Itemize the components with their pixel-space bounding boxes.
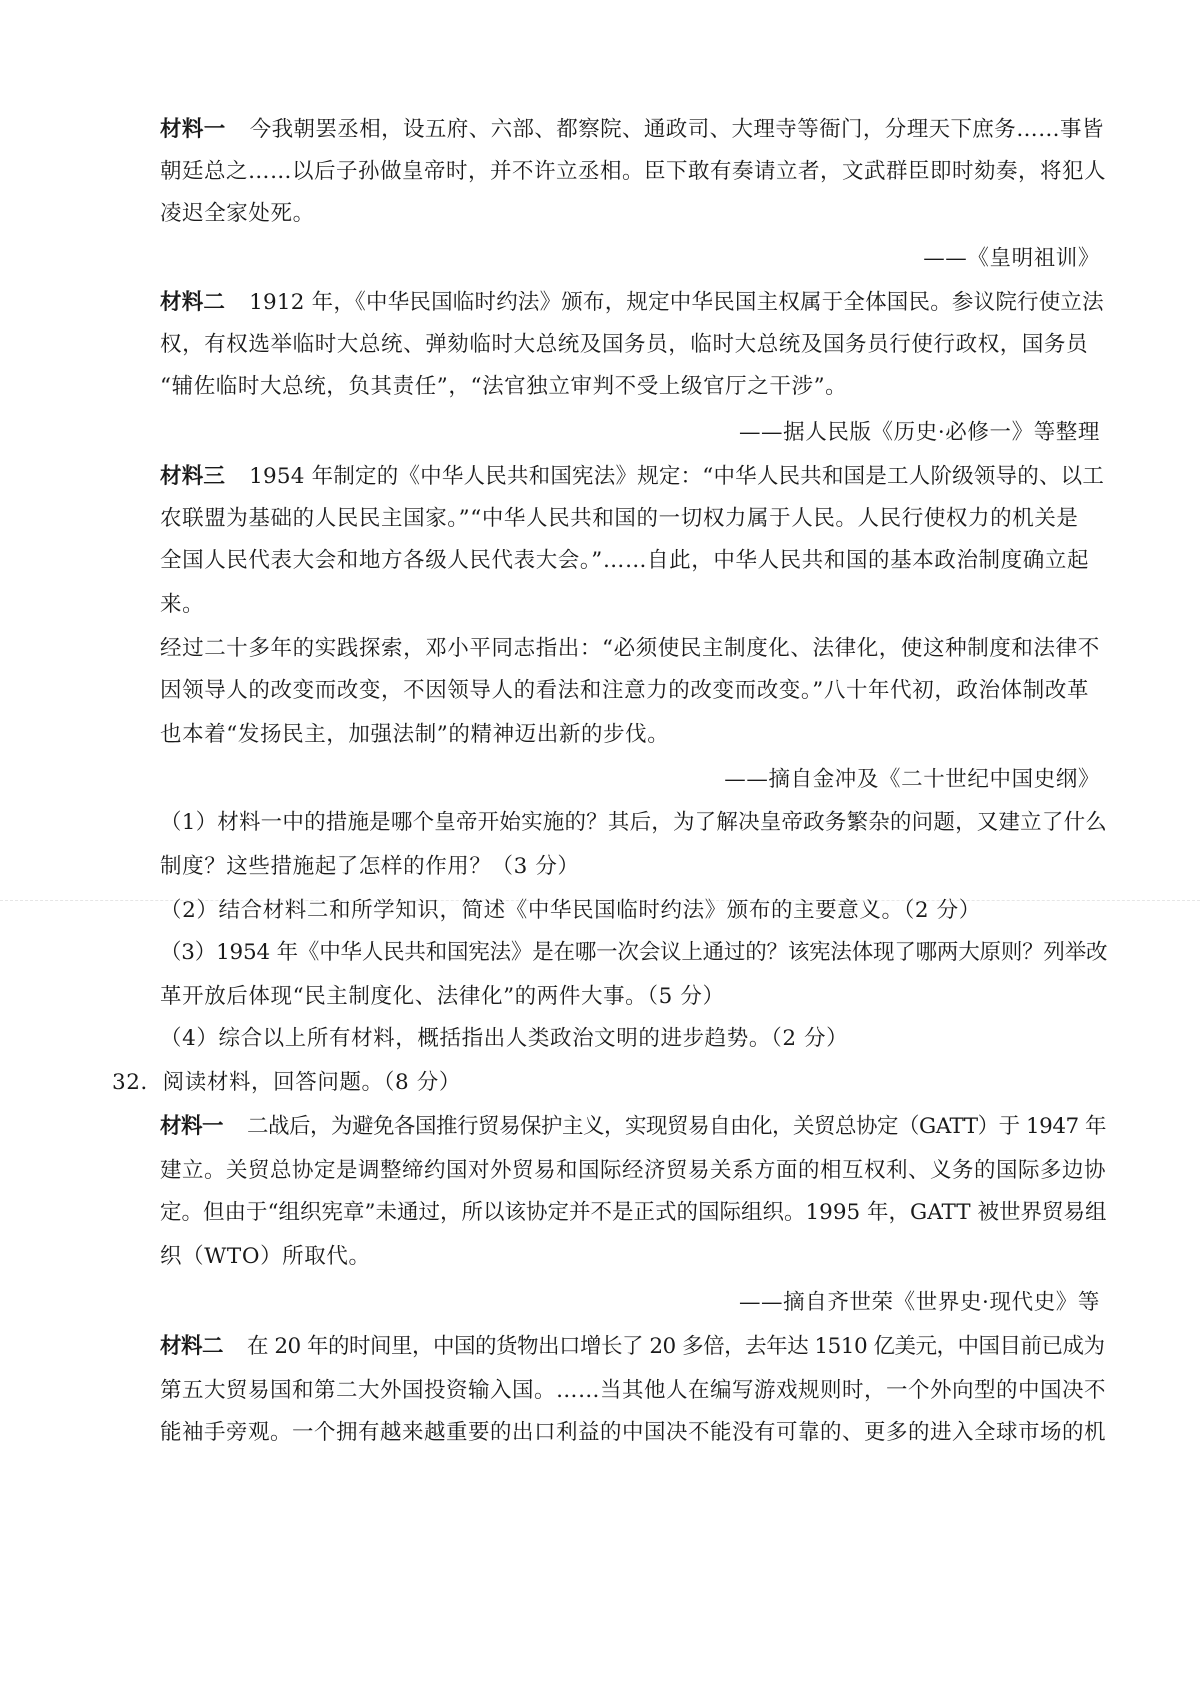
s32-m1-source: ——摘自齐世荣《世界史·现代史》等 — [738, 1290, 1100, 1315]
s31-m2-line-1: 材料二 1912 年，《中华民国临时约法》颁布，规定中华民国主权属于全体国民。参议院行使立法 — [160, 290, 1104, 315]
question-2: （2）结合材料二和所学知识，简述《中华民国临时约法》颁布的主要意义。（2 分） — [160, 898, 981, 923]
s31-m3-line-5: 经过二十多年的实践探索，邓小平同志指出：“必须使民主制度化、法律化，使这种制度和法律不 — [160, 636, 1100, 661]
s32-m2-line-1: 材料二 在 20 年的时间里，中国的货物出口增长了 20 多倍，去年达 1510 亿美元，中国目前已成为 — [160, 1334, 1105, 1359]
question-4: （4）综合以上所有材料，概括指出人类政治文明的进步趋势。（2 分） — [160, 1026, 849, 1051]
s32-m2-line-3: 能袖手旁观。一个拥有越来越重要的出口利益的中国决不能没有可靠的、更多的进入全球市场的机 — [160, 1420, 1107, 1445]
material-label: 材料二 — [160, 290, 226, 315]
s31-m2-source: ——据人民版《历史·必修一》等整理 — [738, 420, 1100, 445]
s31-m3-line-1: 材料三 1954 年制定的《中华人民共和国宪法》规定：“中华人民共和国是工人阶级领导的、以工 — [160, 464, 1105, 489]
s31-m1-line-1: 材料一 今我朝罢丞相，设五府、六部、都察院、通政司、大理寺等衙门，分理天下庶务……事皆 — [160, 117, 1104, 142]
question-1-line-2: 制度？这些措施起了怎样的作用？（3 分） — [160, 854, 580, 879]
s31-m3-source: ——摘自金冲及《二十世纪中国史纲》 — [724, 767, 1100, 792]
material-label: 材料一 — [160, 1114, 224, 1139]
s31-m3-line-6: 因领导人的改变而改变，不因领导人的看法和注意力的改变而改变。”八十年代初，政治体制改革 — [160, 678, 1090, 703]
s31-m2-line-3: “辅佐临时大总统，负其责任”，“法官独立审判不受上级官厅之干涉”。 — [160, 374, 848, 399]
s32-m1-line-4: 织（WTO）所取代。 — [160, 1244, 371, 1269]
s32-m2-line-2: 第五大贸易国和第二大外国投资输入国。……当其他人在编写游戏规则时，一个外向型的中国决不 — [160, 1378, 1107, 1403]
s31-m1-line-2: 朝廷总之……以后子孙做皇帝时，并不许立丞相。臣下敢有奏请立者，文武群臣即时劾奏，将犯人 — [160, 159, 1107, 184]
s31-m1-line-3: 凌迟全家处死。 — [160, 201, 315, 226]
material-label: 材料三 — [160, 464, 226, 489]
question-3-line-2: 革开放后体现“民主制度化、法律化”的两件大事。（5 分） — [160, 984, 725, 1009]
question-1-line-1: （1）材料一中的措施是哪个皇帝开始实施的？其后，为了解决皇帝政务繁杂的问题，又建立了什么 — [160, 810, 1107, 835]
s32-m1-line-3: 定。但由于“组织宪章”未通过，所以该协定并不是正式的国际组织。1995 年，GATT 被世界贸易组 — [160, 1200, 1107, 1225]
material-label: 材料二 — [160, 1334, 224, 1359]
s31-m3-line-7: 也本着“发扬民主，加强法制”的精神迈出新的步伐。 — [160, 722, 670, 747]
s31-m3-line-2: 农联盟为基础的人民民主国家。”“中华人民共和国的一切权力属于人民。人民行使权力的机关是 — [160, 506, 1079, 531]
s32-m1-line-2: 建立。关贸总协定是调整缔约国对外贸易和国际经济贸易关系方面的相互权利、义务的国际多边协 — [160, 1158, 1107, 1183]
s31-m2-line-2: 权，有权选举临时大总统、弹劾临时大总统及国务员，临时大总统及国务员行使行政权，国务员 — [160, 332, 1089, 357]
s31-m3-line-3: 全国人民代表大会和地方各级人民代表大会。”……自此，中华人民共和国的基本政治制度确立起 — [160, 548, 1090, 573]
question-32-title: 32．阅读材料，回答问题。（8 分） — [112, 1070, 461, 1095]
s32-m1-line-1: 材料一 二战后，为避免各国推行贸易保护主义，实现贸易自由化，关贸总协定（GATT）于 1947 年 — [160, 1114, 1107, 1139]
question-3-line-1: （3）1954 年《中华人民共和国宪法》是在哪一次会议上通过的？该宪法体现了哪两大原则？列举改 — [160, 940, 1108, 965]
s31-m1-source: ——《皇明祖训》 — [923, 246, 1100, 271]
s31-m3-line-4: 来。 — [160, 592, 205, 617]
material-label: 材料一 — [160, 117, 226, 142]
